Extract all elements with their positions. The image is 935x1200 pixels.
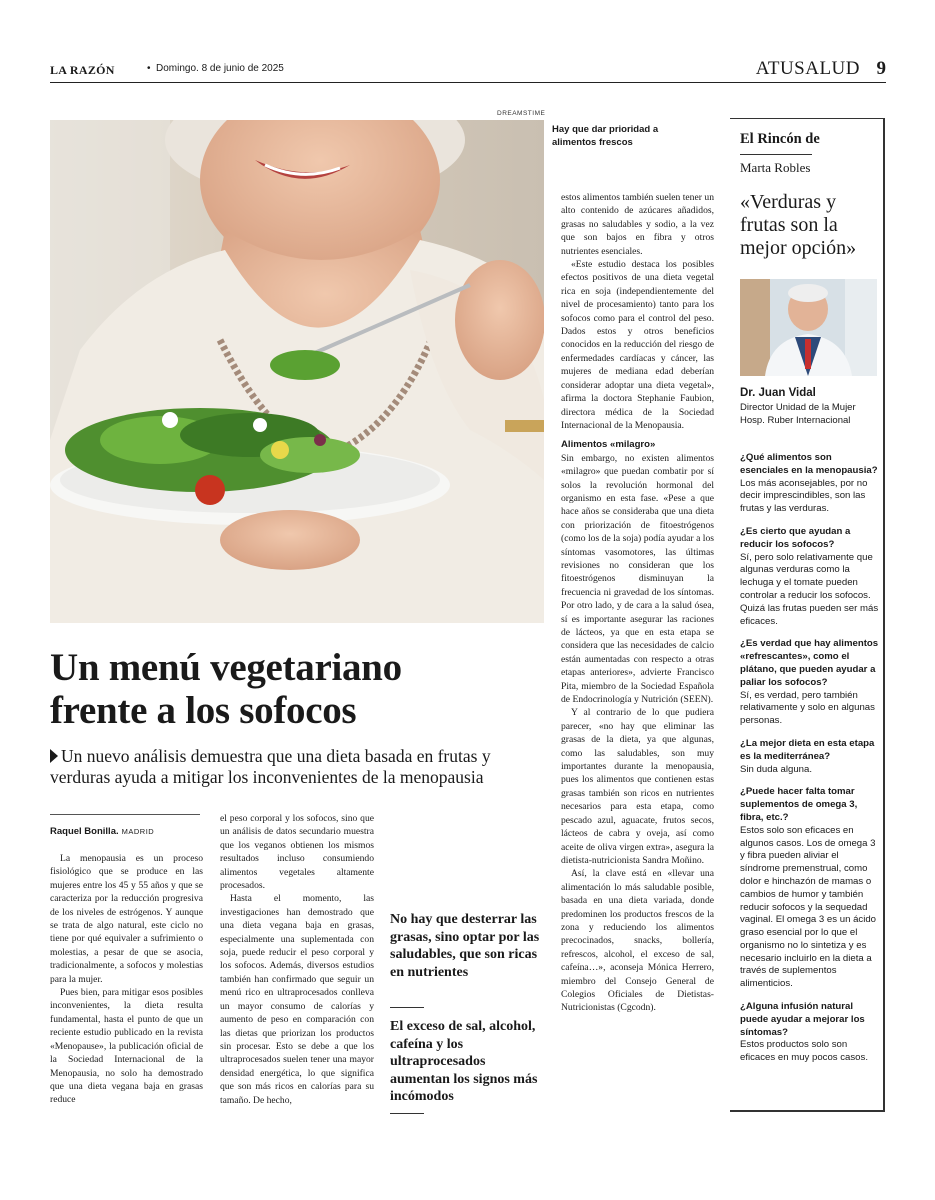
headline-line-2: frente a los sofocos [50,689,357,732]
question: ¿Es cierto que ayudan a reducir los sofocos? [740,525,851,550]
header-bullet: • [147,63,151,74]
photo-credit: DREAMSTIME [497,110,546,117]
qa-item [740,526,880,628]
author-name: Raquel Bonilla. [50,826,119,837]
question: ¿Alguna infusión natural puede ayudar a mejorar los síntomas? [740,1001,865,1038]
subhead-text: Un nuevo análisis demuestra que una dieta basada en frutas y verduras ayuda a mitigar los inconvenientes de la menopausia [50,746,491,787]
doctor-portrait-illustration [740,279,877,376]
pull-quote-1: No hay que desterrar las grasas, sino optar por las saludables, que son ricas en nutrientes [390,912,540,980]
sidebar-author: Marta Robles [740,160,811,175]
paragraph: estos alimentos también suelen tener un alto contenido de azúcares añadidos, grasas no saludables y sodio, a la vez que son bajos en fibra y otros nutrientes esenciales. [561,192,714,257]
qa-list [740,452,880,1075]
paragraph: La menopausia es un proceso fisiológico que se produce en las mujeres entre los 45 y 55 años y que se caracteriza por la reducción progresiva de los niveles de estrógenos. Y aunque se trata de algo natural, este ciclo no tiene por qué equivaler a sufrimiento o molestias, a pesar de que se asocia, tradicionalmente, a sofocos y molestias para la mujer. [50,853,203,985]
answer: Sí, es verdad, pero también relativamente y solo en algunas personas. [740,689,875,727]
paragraph: Así, la clave está en «llevar una alimentación lo más saludable posible, basada en una dieta variada, donde predominen los productos frescos de la zona y reduciendo los alimentos precocinados, snacks, bollería, refrescos, alcohol, el exceso de sal, cafeína…», aconseja Mónica Herrero, miembro del Consejo General de Colegios Oficiales de Dietistas-Nutricionistas (Cgcodn). [561,868,714,1014]
pull-quote-2: El exceso de sal, alcohol, cafeína y los ultraprocesados aumentan los signos más incómodos [390,1019,538,1105]
qa-item [740,452,880,516]
qa-item [740,638,880,728]
article-subhead [50,746,550,788]
answer: Los más aconsejables, por no decir imprescindibles, son las frutas y las verduras. [740,477,868,515]
pull-quote-rule [390,1007,424,1008]
sidebar-kicker-rule [740,154,812,155]
page-number: 9 [876,58,886,79]
sidebar-title: «Verduras y frutas son la mejor opción» [740,191,857,259]
sidebar-interview [730,118,885,1112]
qa-item [740,786,880,991]
body-column-1 [50,852,203,1107]
subhead-arrow-icon [50,749,58,763]
paragraph: Pues bien, para mitigar esos posibles inconvenientes, la dieta resulta fundamental, hasta el punto de que un reciente estudio publicado en la revista «Menopause», la publicación oficial de la Sociedad Internacional de la Menopausia, no solo ha demostrado que una dieta vegana baja en grasas reduce [50,987,203,1106]
answer: Estos solo son eficaces en algunos casos. Los de omega 3 y fibra pueden aliviar el síndrome premenstrual, como dolor e hinchazón de mamas o cambios de humor y también reducir sofocos y la sequedad vaginal. El omega 3 es un ácido graso esencial por lo que el organismo no lo sintetiza y es necesario incluirlo en la dieta a través de suplementos alimenticios. [740,824,876,990]
answer: Sin duda alguna. [740,763,813,775]
qa-item [740,738,880,776]
paragraph: Hasta el momento, las investigaciones han demostrado que una dieta vegana baja en grasas, especialmente una suplementada con soja, puede reducir el peso corporal y los sofocos. Además, diversos estudios también han confirmado que seguir un menú rico en ultraprocesados conlleva un mayor consumo de calorías y aumento de peso en comparación con las dietas que priorizan los productos sin procesar. Esto se debe a que los ultraprocesados suelen tener una mayor densidad energética, lo que significa que son más ricos en calorías para su tamaño. De hecho, [220,893,374,1106]
publication-name: LA RAZÓN [50,63,115,77]
expert-name: Dr. Juan Vidal [740,387,816,399]
byline-rule [50,814,200,815]
question: ¿La mejor dieta en esta etapa es la mediterránea? [740,737,875,762]
article-headline [50,646,550,732]
body-column-3 [561,191,714,1015]
photo-caption: Hay que dar prioridad a alimentos frescos [552,124,659,148]
paragraph: Sin embargo, no existen alimentos «milagro» que puedan combatir por sí solos la revolución hormonal del organismo en esta fase. «Pese a que hace años se consideraba que una dieta con priorización de fitoestrógenos (como los de la soja) podía ayudar a los síntomas vasomotores, las últimas revisiones no consideran que los fitoestrógenos disminuyan la frecuencia ni gravedad de los síntomas. Por otro lado, y de cara a la salud ósea, sí es importante asegurar las raciones de lácteos, ya que en esta etapa se considera que las necesidades de calcio están aumentadas con respecto a otras etapas anteriores», advierte Francisco Pita, miembro de la Sociedad Española de Endocrinología y Nutrición (SEEN). [561,452,714,706]
question: ¿Puede hacer falta tomar suplementos de omega 3, fibra, etc.? [740,786,858,823]
pull-quote-rule [390,1113,424,1114]
headline-line-1: Un menú vegetariano [50,646,402,689]
section-subhead: Alimentos «milagro» [561,439,656,451]
byline [50,826,154,837]
dateline-place: MADRID [121,827,155,836]
sidebar-kicker: El Rincón de [740,131,820,147]
expert-role: Director Unidad de la Mujer Hosp. Ruber Internacional [740,402,856,426]
paragraph: el peso corporal y los sofocos, sino que un análisis de datos secundario muestra que los veganos obtienen los mismos resultados incluso consumiendo alimentos vegetales altamente procesados. [220,813,374,892]
woman-eating-salad-illustration [50,120,544,623]
qa-item [740,1001,880,1065]
section-name: ATUSALUD [755,58,860,79]
main-photo [50,120,544,623]
body-column-2 [220,812,374,1107]
issue-date: Domingo. 8 de junio de 2025 [156,63,284,74]
question: ¿Qué alimentos son esenciales en la menopausia? [740,452,878,476]
paragraph: Y al contrario de lo que pudiera parecer, «no hay que eliminar las grasas de la dieta, ya que algunas, como las saludables, son muy importantes durante la menopausia, pues los alimentos que contienen estas grasas también son ricos en nutrientes necesarios para esta etapa, como pescado azul, aguacate, frutos secos, lácteos de cabra y oveja, así como aceite de oliva virgen extra», asegura la dietista-nutricionista Sandra Moñino. [561,707,714,866]
paragraph: «Este estudio destaca los posibles efectos positivos de una dieta vegetal rica en soja (independientemente del nivel de procesamiento) tanto para los sofocos como para el control del peso. Dados estos y otros beneficios conocidos en la reducción del riesgo de enfermedades cardíacas y cáncer, las mujeres de mediana edad deberían considerar adoptar una dieta vegetal», afirma la doctora Stephanie Faubion, directora médica de la Sociedad Internacional de la Menopausia. [561,259,714,431]
answer: Sí, pero solo relativamente que algunas verduras como la lechuga y el tomate pueden controlar a reducir los sofocos. Quizá las frutas pueden ser más eficaces. [740,551,879,627]
expert-portrait [740,279,877,376]
answer: Estos productos solo son eficaces en muy pocos casos. [740,1039,868,1064]
question: ¿Es verdad que hay alimentos «refrescantes», como el plátano, que pueden ayudar a paliar los sofocos? [740,638,879,688]
page-header [50,60,886,83]
